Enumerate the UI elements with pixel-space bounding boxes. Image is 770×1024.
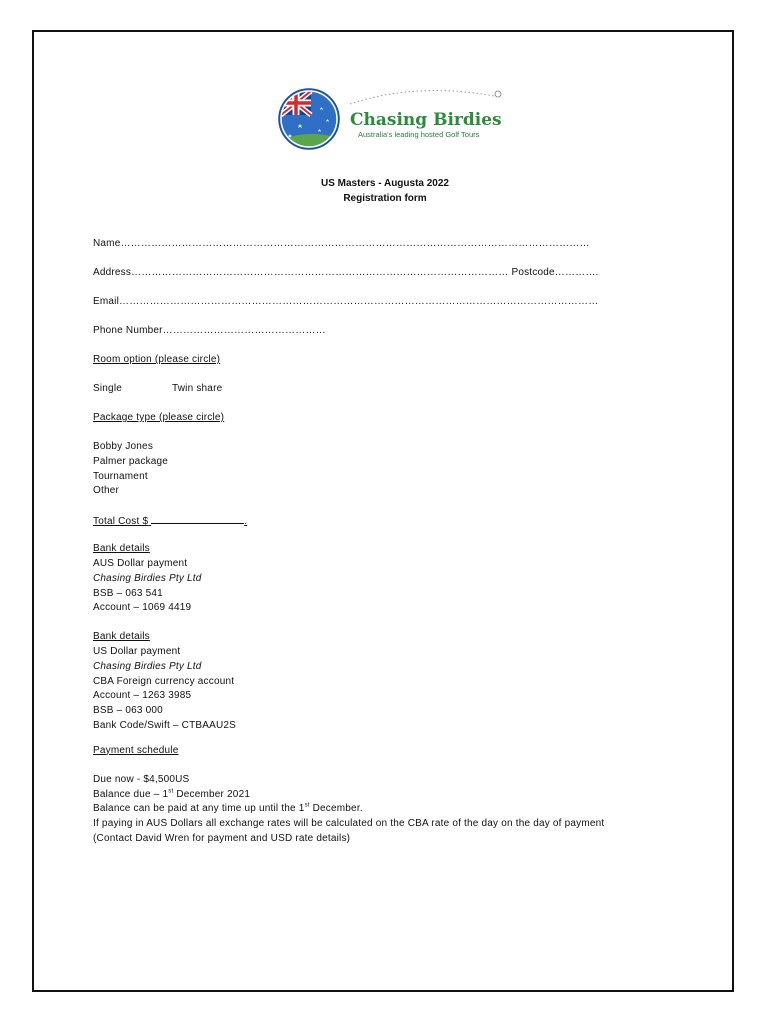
form-subtitle: Registration form [343,193,427,204]
package-list [93,440,703,499]
total-cost: Total Cost $ . [93,513,703,542]
name-field: Name………………………………………………………………………………………………………………………… [93,238,590,249]
golf-ball-arc-icon [346,84,506,108]
room-option-heading: Room option (please circle) [93,354,221,365]
schedule-balance-due: Balance due – 1st December 2021 [93,788,251,800]
bank-line: AUS Dollar payment [93,557,188,569]
address-field: Address………………………………………………………………………………………………… Postcode…………. [93,267,599,278]
australia-flag-globe-icon [278,88,340,150]
room-option-single: Single [93,383,122,394]
bank-details-heading: Bank details [93,543,150,555]
bank-account-name: Chasing Birdies Pty Ltd [93,572,202,584]
bank-line: CBA Foreign currency account [93,675,235,687]
brand-name: Chasing Birdies [350,110,502,130]
total-cost-label: Total Cost $ [93,516,149,528]
form-title: US Masters - Augusta 2022 [320,178,449,189]
schedule-balance-anytime: Balance can be paid at any time up until the 1st December. [93,803,363,815]
payment-schedule-heading: Payment schedule [93,744,179,756]
brand-tagline: Australia's leading hosted Golf Tours [358,130,480,139]
package-type-heading: Package type (please circle) [93,412,225,423]
bank-account-name: Chasing Birdies Pty Ltd [93,660,202,672]
form-body [93,237,703,847]
package-item: Other [93,485,120,497]
schedule-due-now: Due now - $4,500US [93,773,190,785]
phone-field: Phone Number………………………………………… [93,325,326,336]
package-item: Tournament [93,470,148,482]
package-item: Bobby Jones [93,441,154,452]
bank-line: Account – 1069 4419 [93,602,192,614]
bank-details-aud [93,542,703,616]
bank-details-usd [93,630,703,734]
total-cost-blank [151,513,244,524]
bank-details-heading: Bank details [93,631,150,643]
email-field: Email…………………………………………………………………………………………………………………………… [93,296,599,307]
schedule-contact-note: (Contact David Wren for payment and USD rate details) [93,832,351,844]
bank-line: BSB – 063 541 [93,587,163,599]
room-option-twin: Twin share [172,383,223,394]
package-item: Palmer package [93,455,169,467]
bank-line: Account – 1263 3985 [93,690,192,702]
company-logo [278,88,508,148]
payment-schedule [93,773,703,847]
room-options [93,382,703,411]
bank-line: Bank Code/Swift – CTBAAU2S [93,719,237,731]
bank-line: BSB – 063 000 [93,705,163,717]
schedule-exchange-note: If paying in AUS Dollars all exchange rates will be calculated on the CBA rate of the day on the day of payment [93,818,605,830]
bank-line: US Dollar payment [93,645,181,657]
